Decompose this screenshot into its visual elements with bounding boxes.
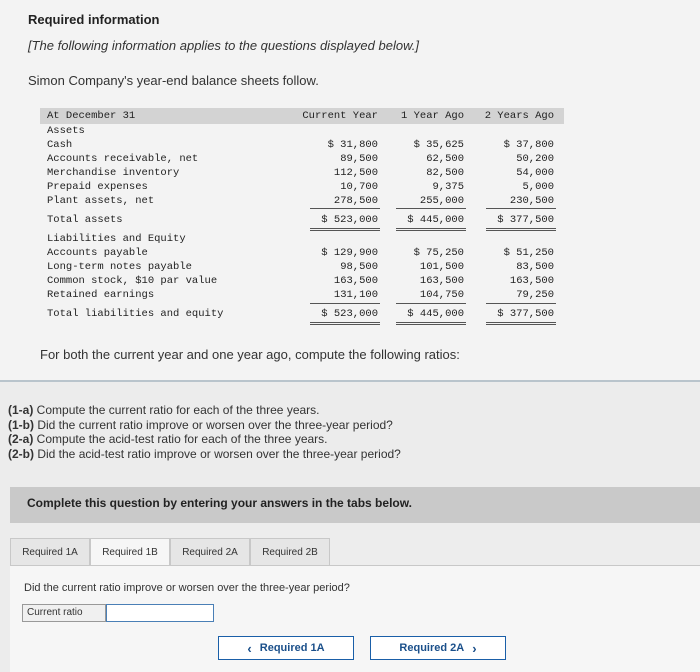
cell-current-year: 112,500 [333, 167, 378, 179]
cell-current-year: 10,700 [340, 181, 378, 193]
cell-current-year: $ 129,900 [321, 247, 378, 259]
cell-1-year-ago: 163,500 [419, 275, 464, 287]
question-item: (1-a) Compute the current ratio for each of the three years. [8, 403, 320, 417]
column-header-1-year-ago: 1 Year Ago [400, 110, 464, 122]
cell-2-years-ago: 50,200 [516, 153, 554, 165]
cell-current-year: 163,500 [333, 275, 378, 287]
total-liabilities-label: Total liabilities and equity [47, 308, 224, 320]
total-double-rule [396, 230, 466, 231]
total-double-rule [486, 228, 556, 229]
total-double-rule [310, 230, 380, 231]
tab-content [10, 565, 700, 672]
subtotal-rule [486, 303, 556, 304]
tab-required-1b[interactable]: Required 1B [90, 538, 170, 566]
column-header-label: At December 31 [47, 110, 136, 122]
column-header-2-years-ago: 2 Years Ago [484, 110, 554, 122]
total-liabilities-2-years-ago: $ 377,500 [497, 308, 554, 320]
total-double-rule [486, 322, 556, 323]
row-label: Retained earnings [47, 289, 155, 301]
subtotal-rule [310, 303, 380, 304]
total-assets-1-year-ago: $ 445,000 [407, 214, 464, 226]
cell-2-years-ago: $ 51,250 [503, 247, 554, 259]
cell-current-year: 98,500 [340, 261, 378, 273]
cell-1-year-ago: 255,000 [419, 195, 464, 207]
cell-current-year: 89,500 [340, 153, 378, 165]
question-item: (2-b) Did the acid-test ratio improve or worsen over the three-year period? [8, 446, 401, 461]
total-assets-current-year: $ 523,000 [321, 214, 378, 226]
cell-2-years-ago: 163,500 [509, 275, 554, 287]
total-liabilities-current-year: $ 523,000 [321, 308, 378, 320]
cell-2-years-ago: 54,000 [516, 167, 554, 179]
cell-2-years-ago: 5,000 [522, 181, 554, 193]
next-required-button[interactable] [370, 636, 506, 660]
instruction-bar [10, 487, 700, 523]
total-double-rule [310, 324, 380, 325]
cell-1-year-ago: 62,500 [426, 153, 464, 165]
question-item: (2-a) Compute the acid-test ratio for each of the three years. [8, 432, 328, 446]
row-label: Plant assets, net [47, 195, 155, 207]
required-information-title: Required information [28, 12, 160, 27]
total-double-rule [396, 228, 466, 229]
total-double-rule [486, 230, 556, 231]
subtotal-rule [486, 208, 556, 209]
cell-2-years-ago: $ 37,800 [503, 139, 554, 151]
applies-note: [The following information applies to the questions displayed below.] [28, 38, 419, 53]
row-label: Accounts payable [47, 247, 148, 259]
subtotal-rule [310, 208, 380, 209]
cell-1-year-ago: 82,500 [426, 167, 464, 179]
previous-required-button[interactable] [218, 636, 354, 660]
cell-1-year-ago: $ 75,250 [413, 247, 464, 259]
subtotal-rule [396, 303, 466, 304]
chevron-right-icon: › [472, 640, 477, 656]
tab-required-1a[interactable]: Required 1A [10, 538, 90, 566]
cell-1-year-ago: 9,375 [432, 181, 464, 193]
assets-heading: Assets [47, 125, 85, 137]
current-ratio-input[interactable] [106, 604, 214, 622]
next-button-label: Required 2A [399, 642, 465, 654]
cell-2-years-ago: 83,500 [516, 261, 554, 273]
total-assets-label: Total assets [47, 214, 123, 226]
cell-1-year-ago: 101,500 [419, 261, 464, 273]
row-label: Prepaid expenses [47, 181, 148, 193]
tab-required-2a[interactable]: Required 2A [170, 538, 250, 566]
subtotal-rule [396, 208, 466, 209]
row-label: Common stock, $10 par value [47, 275, 218, 287]
cell-1-year-ago: $ 35,625 [413, 139, 464, 151]
cell-2-years-ago: 79,250 [516, 289, 554, 301]
cell-2-years-ago: 230,500 [509, 195, 554, 207]
total-double-rule [310, 322, 380, 323]
column-header-current-year: Current Year [302, 110, 378, 122]
chevron-left-icon: ‹ [247, 640, 252, 656]
total-double-rule [396, 322, 466, 323]
question-item: (1-b) Did the current ratio improve or worsen over the three-year period? [8, 417, 393, 432]
instruction-text: Complete this question by entering your answers in the tabs below. [27, 496, 412, 510]
balance-sheet-table [40, 108, 564, 330]
current-ratio-label: Current ratio [22, 604, 106, 622]
row-label: Long-term notes payable [47, 261, 192, 273]
row-label: Accounts receivable, net [47, 153, 199, 165]
intro-text: Simon Company's year-end balance sheets follow. [28, 73, 319, 88]
row-label: Cash [47, 139, 73, 151]
compute-ratios-text: For both the current year and one year ago, compute the following ratios: [40, 347, 460, 362]
total-double-rule [310, 228, 380, 229]
total-assets-2-years-ago: $ 377,500 [497, 214, 554, 226]
total-double-rule [396, 324, 466, 325]
total-liabilities-1-year-ago: $ 445,000 [407, 308, 464, 320]
question-list [8, 403, 401, 461]
cell-current-year: $ 31,800 [327, 139, 378, 151]
total-double-rule [486, 324, 556, 325]
row-label: Merchandise inventory [47, 167, 180, 179]
tab-question-text: Did the current ratio improve or worsen over the three-year period? [24, 582, 350, 594]
tab-required-2b[interactable]: Required 2B [250, 538, 330, 566]
cell-1-year-ago: 104,750 [419, 289, 464, 301]
cell-current-year: 131,100 [333, 289, 378, 301]
liabilities-heading: Liabilities and Equity [47, 233, 186, 245]
previous-button-label: Required 1A [259, 642, 325, 654]
cell-current-year: 278,500 [333, 195, 378, 207]
